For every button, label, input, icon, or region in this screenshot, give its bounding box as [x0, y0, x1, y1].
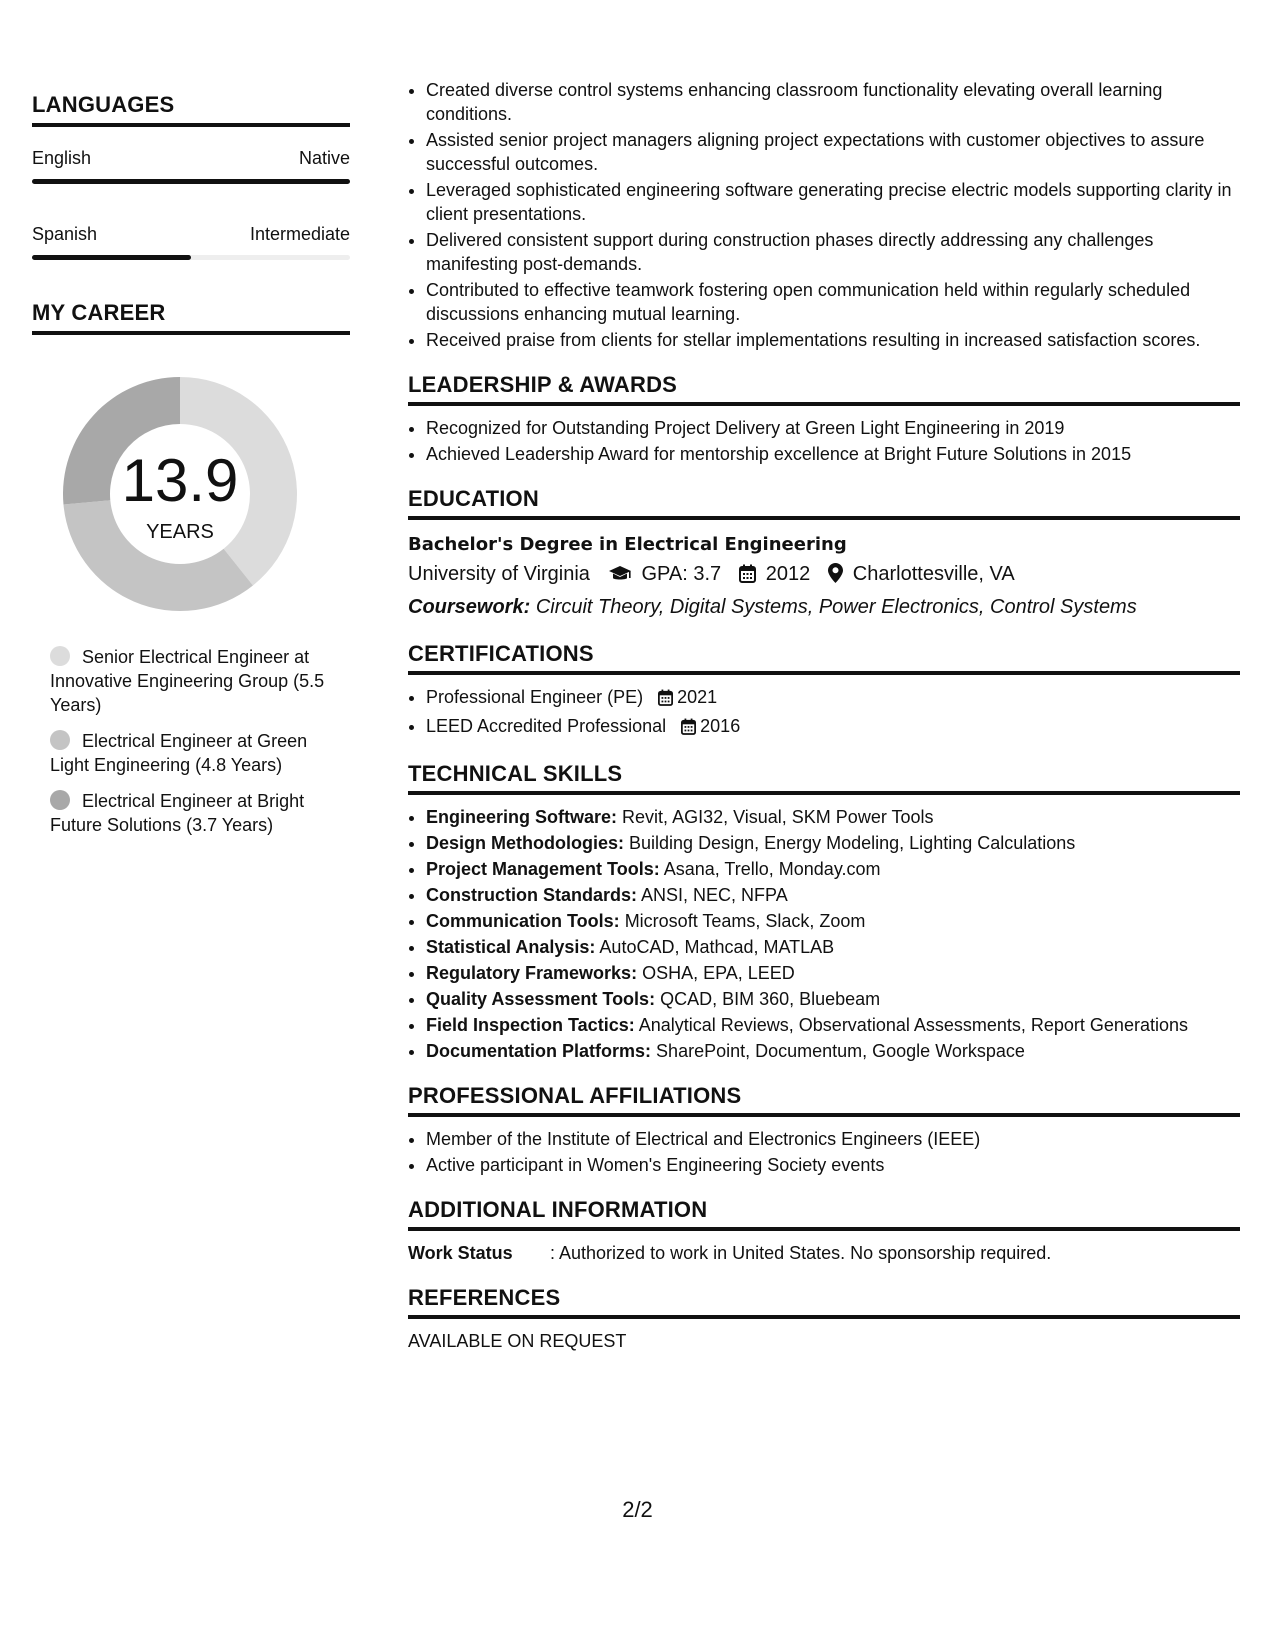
- skill-item: [426, 831, 1240, 855]
- leadership-list: [408, 416, 1240, 466]
- section-title-additional: ADDITIONAL INFORMATION: [408, 1197, 1240, 1231]
- work-status-value: : Authorized to work in United States. No sponsorship required.: [550, 1243, 1052, 1263]
- certification-name: LEED Accredited Professional: [426, 716, 667, 736]
- legend-dot: [50, 646, 70, 666]
- affiliation-list: [408, 1127, 1240, 1177]
- skill-value: ANSI, NEC, NFPA: [641, 885, 788, 905]
- skill-label: Quality Assessment Tools:: [426, 989, 656, 1009]
- section-title-education: EDUCATION: [408, 486, 1240, 520]
- skill-item: [426, 1013, 1240, 1037]
- skill-item: [426, 805, 1240, 829]
- education-coursework: [408, 593, 1240, 621]
- skill-item: [426, 909, 1240, 933]
- career-section: [32, 300, 350, 837]
- skill-value: Building Design, Energy Modeling, Lighting Calculations: [629, 833, 1076, 853]
- skill-value: AutoCAD, Mathcad, MATLAB: [599, 937, 835, 957]
- skill-label: Statistical Analysis:: [426, 937, 596, 957]
- career-legend-label: Electrical Engineer at Bright Future Solutions (3.7 Years): [50, 791, 305, 835]
- certification-year: 2021: [677, 687, 718, 707]
- page-number: 2/2: [622, 1497, 653, 1522]
- section-title-references: REFERENCES: [408, 1285, 1240, 1319]
- skill-label: Design Methodologies:: [426, 833, 624, 853]
- experience-bullet: • Received praise from clients for stellar implementations resulting in increased satisfaction scores.: [426, 328, 1240, 352]
- experience-bullet-list: [408, 78, 1240, 352]
- skill-label: Engineering Software:: [426, 807, 618, 827]
- donut-center: [55, 369, 305, 619]
- section-title-languages: LANGUAGES: [32, 92, 350, 127]
- skill-value: OSHA, EPA, LEED: [642, 963, 795, 983]
- certification-item: [426, 714, 1240, 741]
- references-section: [408, 1285, 1240, 1353]
- experience-bullet: • Leveraged sophisticated engineering software generating precise electric models supporting clarity in client presentations.: [426, 178, 1240, 226]
- language-list: [32, 147, 350, 260]
- education-section: [408, 486, 1240, 621]
- calendar-icon: [739, 563, 756, 591]
- language-level: Intermediate: [249, 224, 350, 244]
- section-title-leadership: LEADERSHIP & AWARDS: [408, 372, 1240, 406]
- skill-label: Documentation Platforms:: [426, 1041, 652, 1061]
- education-school: University of Virginia: [408, 563, 590, 585]
- section-title-certifications: CERTIFICATIONS: [408, 641, 1240, 675]
- skill-item: [426, 987, 1240, 1011]
- language-proficiency-fill: [32, 255, 191, 260]
- skills-list: [408, 805, 1240, 1063]
- work-status-label: Work Status: [408, 1243, 513, 1263]
- career-legend: [50, 645, 340, 837]
- additional-info-section: [408, 1197, 1240, 1265]
- language-name: Spanish: [32, 224, 98, 244]
- legend-dot: [50, 730, 70, 750]
- calendar-icon: [658, 688, 673, 712]
- education-gpa: GPA: 3.7: [641, 563, 722, 585]
- section-title-skills: TECHNICAL SKILLS: [408, 761, 1240, 795]
- skill-label: Construction Standards:: [426, 885, 638, 905]
- skill-label: Project Management Tools:: [426, 859, 660, 879]
- experience-bullet: • Created diverse control systems enhancing classroom functionality elevating overall learning conditions.: [426, 78, 1240, 126]
- skill-label: Communication Tools:: [426, 911, 620, 931]
- certification-list: [408, 685, 1240, 741]
- work-status-row: [408, 1241, 1240, 1265]
- skill-value: Microsoft Teams, Slack, Zoom: [624, 911, 866, 931]
- skill-label: Field Inspection Tactics:: [426, 1015, 635, 1035]
- affiliation-item: • Member of the Institute of Electrical and Electronics Engineers (IEEE): [426, 1127, 1240, 1151]
- leadership-item: • Achieved Leadership Award for mentorship excellence at Bright Future Solutions in 2015: [426, 442, 1240, 466]
- career-donut-chart: [55, 369, 305, 619]
- language-proficiency-fill: [32, 179, 350, 184]
- certifications-section: [408, 641, 1240, 741]
- certification-year: 2016: [700, 716, 741, 736]
- skill-value: SharePoint, Documentum, Google Workspace: [656, 1041, 1025, 1061]
- skill-item: [426, 1039, 1240, 1063]
- career-total-unit: YEARS: [146, 521, 214, 543]
- coursework-value: Circuit Theory, Digital Systems, Power Electronics, Control Systems: [535, 596, 1137, 618]
- leadership-item: • Recognized for Outstanding Project Delivery at Green Light Engineering in 2019: [426, 416, 1240, 440]
- leadership-section: [408, 372, 1240, 466]
- education-location: Charlottesville, VA: [852, 563, 1015, 585]
- career-legend-label: Electrical Engineer at Green Light Engineering (4.8 Years): [50, 731, 308, 775]
- graduation-cap-icon: [608, 563, 632, 591]
- affiliations-section: [408, 1083, 1240, 1177]
- education-meta: [408, 560, 1240, 591]
- languages-section: [32, 92, 350, 260]
- career-legend-item: [50, 645, 340, 717]
- left-column: [32, 92, 350, 849]
- career-total-years: 13.9: [121, 447, 239, 514]
- section-title-affiliations: PROFESSIONAL AFFILIATIONS: [408, 1083, 1240, 1117]
- skill-item: [426, 935, 1240, 959]
- right-column: [408, 78, 1240, 1353]
- education-degree: Bachelor's Degree in Electrical Engineering: [408, 534, 847, 555]
- certification-name: Professional Engineer (PE): [426, 687, 644, 707]
- language-item: [32, 147, 350, 184]
- experience-bullet: • Contributed to effective teamwork fostering open communication held within regularly scheduled discussions enhancing mutual learning.: [426, 278, 1240, 326]
- experience-bullet: • Delivered consistent support during construction phases directly addressing any challenges manifesting post-demands.: [426, 228, 1240, 276]
- section-title-career: MY CAREER: [32, 300, 350, 335]
- skill-value: Revit, AGI32, Visual, SKM Power Tools: [622, 807, 934, 827]
- language-proficiency-bar: [32, 179, 350, 184]
- references-text: AVAILABLE ON REQUEST: [408, 1331, 627, 1351]
- location-pin-icon: [828, 563, 843, 591]
- career-legend-item: [50, 729, 340, 777]
- skill-label: Regulatory Frameworks:: [426, 963, 638, 983]
- language-proficiency-bar: [32, 255, 350, 260]
- skill-value: Analytical Reviews, Observational Assessments, Report Generations: [638, 1015, 1188, 1035]
- skill-item: [426, 961, 1240, 985]
- career-legend-label: Senior Electrical Engineer at Innovative Engineering Group (5.5 Years): [50, 647, 325, 715]
- coursework-label: Coursework:: [408, 596, 531, 618]
- certification-item: [426, 685, 1240, 712]
- language-level: Native: [298, 148, 350, 168]
- experience-bullet: • Assisted senior project managers aligning project expectations with customer objectives to assure successful outcomes.: [426, 128, 1240, 176]
- legend-dot: [50, 790, 70, 810]
- calendar-icon: [681, 717, 696, 741]
- language-item: [32, 223, 350, 260]
- skill-value: QCAD, BIM 360, Bluebeam: [660, 989, 881, 1009]
- skills-section: [408, 761, 1240, 1063]
- education-year: 2012: [765, 563, 811, 585]
- skill-item: [426, 883, 1240, 907]
- language-name: English: [32, 148, 92, 168]
- skill-value: Asana, Trello, Monday.com: [663, 859, 881, 879]
- career-legend-item: [50, 789, 340, 837]
- affiliation-item: • Active participant in Women's Engineering Society events: [426, 1153, 1240, 1177]
- skill-item: [426, 857, 1240, 881]
